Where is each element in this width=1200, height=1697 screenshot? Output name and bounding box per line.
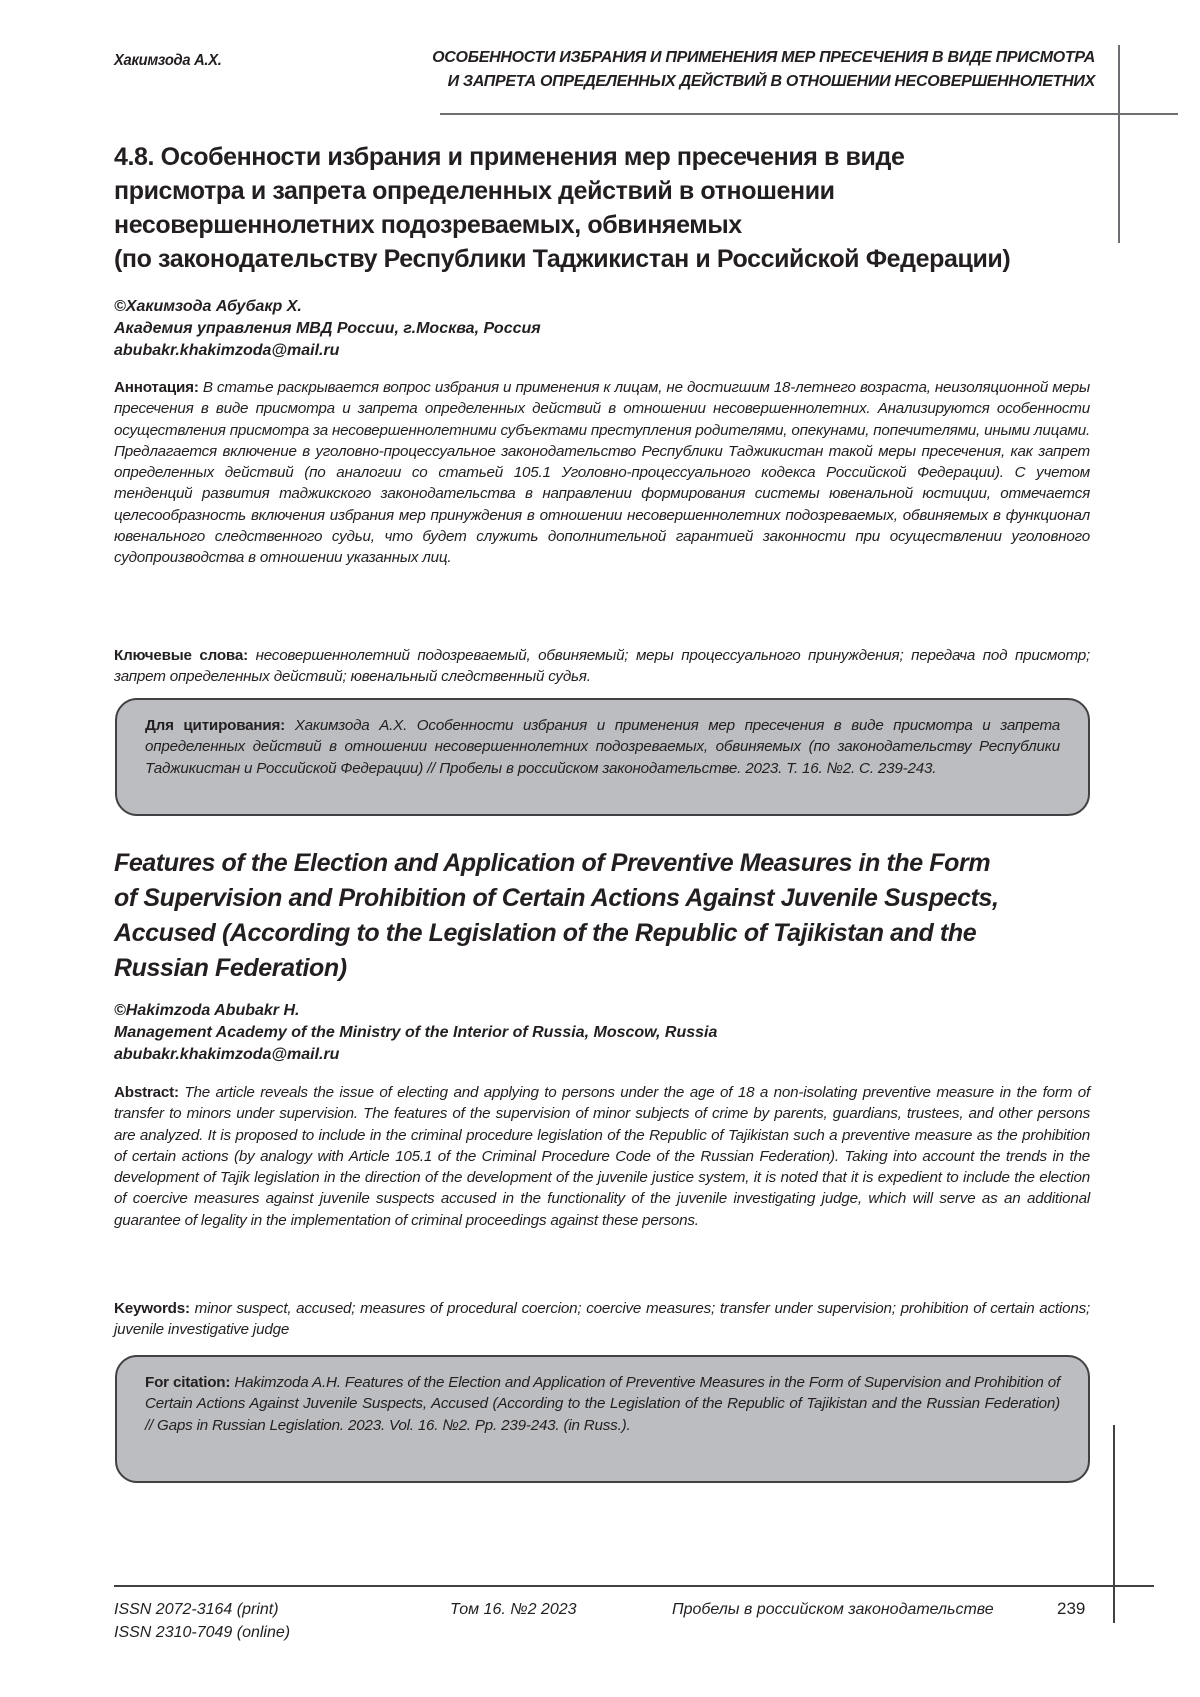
running-title-line: ОСОБЕННОСТИ ИЗБРАНИЯ И ПРИМЕНЕНИЯ МЕР ПРЕСЕЧЕНИЯ В ВИДЕ ПРИСМОТРА — [432, 49, 1095, 66]
abstract-en — [114, 1082, 1090, 1231]
citation-text: Hakimzoda A.H. Features of the Election and Application of Preventive Measures in the Form of Supervision and Prohibition of Certain Actions Against Juvenile Suspects, Accused (According to the Legislation of the Republic of Tajikistan and the Russian Federation) // Gaps in Russian Legislation. 2023. Vol. 16. №2. Pp. 239-243. (in Russ.). — [145, 1374, 1060, 1434]
author-name: ©Hakimzoda Abubakr H. — [114, 1002, 300, 1019]
running-title-line: И ЗАПРЕТА ОПРЕДЕЛЕННЫХ ДЕЙСТВИЙ В ОТНОШЕНИИ НЕСОВЕРШЕННОЛЕТНИХ — [447, 73, 1095, 90]
header-rule — [440, 113, 1178, 115]
author-name: ©Хакимзода Абубакр Х. — [114, 298, 302, 315]
citation-label: For citation: — [145, 1374, 231, 1391]
keywords-en — [114, 1298, 1090, 1341]
citation-ru — [145, 715, 1060, 779]
title-line: Accused (According to the Legislation of the Republic of Tajikistan and the — [114, 919, 977, 947]
author-email[interactable]: abubakr.khakimzoda@mail.ru — [114, 1046, 340, 1063]
article-title-en — [114, 846, 1114, 986]
issn-online: ISSN 2310-7049 (online) — [114, 1624, 291, 1641]
header-crop-mark — [1118, 45, 1120, 243]
title-line: несовершеннолетних подозреваемых, обвиняемых — [114, 211, 742, 239]
footer-rule — [114, 1585, 1154, 1587]
title-line: Russian Federation) — [114, 954, 347, 982]
volume-info: Том 16. №2 2023 — [450, 1601, 577, 1618]
abstract-label: Аннотация: — [114, 379, 199, 396]
title-line: 4.8. Особенности избрания и применения мер пресечения в виде — [114, 143, 905, 171]
issn-block — [114, 1598, 290, 1644]
abstract-ru — [114, 377, 1090, 569]
issn-print: ISSN 2072-3164 (print) — [114, 1601, 279, 1618]
keywords-text: несовершеннолетний подозреваемый, обвиняемый; меры процессуального принуждения; передача под присмотр; запрет определенных действий; ювенальный следственный судья. — [114, 647, 1090, 686]
journal-name: Пробелы в российском законодательстве — [672, 1601, 994, 1618]
title-line: Features of the Election and Application of Preventive Measures in the Form — [114, 849, 991, 877]
title-line: (по законодательству Республики Таджикистан и Российской Федерации) — [114, 245, 1011, 273]
author-email[interactable]: abubakr.khakimzoda@mail.ru — [114, 342, 340, 359]
citation-box-ru — [115, 698, 1090, 816]
running-title — [300, 46, 1095, 94]
abstract-label: Abstract: — [114, 1084, 179, 1101]
footer-crop-mark — [1113, 1425, 1115, 1623]
citation-en — [145, 1372, 1060, 1436]
article-title-ru — [114, 140, 1114, 276]
page-number: 239 — [1057, 1599, 1086, 1618]
keywords-text: minor suspect, accused; measures of procedural coercion; coercive measures; transfer under supervision; prohibition of certain actions; juvenile investigative judge — [114, 1300, 1090, 1339]
running-author: Хакимзода А.Х. — [114, 52, 222, 69]
keywords-label: Keywords: — [114, 1300, 190, 1317]
abstract-text: The article reveals the issue of electing and applying to persons under the age of 18 a non-isolating preventive measure in the form of transfer to minors under supervision. The features of the supervision of minor subjects of crime by parents, guardians, trustees, and other persons are analyzed. It is proposed to include in the criminal procedure legislation of the Republic of Tajikistan such a preventive measure as the prohibition of certain actions (by analogy with Article 105.1 of the Criminal Procedure Code of the Russian Federation). Taking into account the trends in the development of Tajik legislation in the direction of the development of the juvenile justice system, it is noted that it is expedient to include the election of coercive measures against juvenile suspects accused in the functionality of the juvenile investigating judge, which will serve as an additional guarantee of legality in the implementation of criminal proceedings against these persons. — [114, 1084, 1090, 1229]
citation-text: Хакимзода А.Х. Особенности избрания и применения мер пресечения в виде присмотра и запрета определенных действий в отношении несовершеннолетних подозреваемых, обвиняемых (по законодательству Республики Таджикистан и Российской Федерации) // Пробелы в российском законодательстве. 2023. Т. 16. №2. С. 239-243. — [145, 717, 1060, 777]
citation-box-en — [115, 1355, 1090, 1483]
title-line: of Supervision and Prohibition of Certain Actions Against Juvenile Suspects, — [114, 884, 999, 912]
abstract-text: В статье раскрывается вопрос избрания и применения к лицам, не достигшим 18-летнего возраста, неизоляционной меры пресечения в виде присмотра и запрета определенных действий в отношении несовершеннолетних. Анализируются особенности осуществления присмотра за несовершеннолетними субъектами преступления родителями, опекунами, попечителями, иными лицами. Предлагается включение в уголовно-процессуальное законодательство Республики Таджикистан такой меры пресечения, как запрет определенных действий (по аналогии со статьей 105.1 Уголовно-процессуального кодекса Российской Федерации). С учетом тенденций развития таджикского законодательства в направлении формирования системы ювенальной юстиции, отмечается целесообразность включения избрания мер принуждения в отношении несовершеннолетних подозреваемых, обвиняемых в функционал ювенального следственного судьи, что будет служить дополнительной гарантией законности при осуществлении уголовного судопроизводства в отношении указанных лиц. — [114, 379, 1090, 567]
title-line: присмотра и запрета определенных действий в отношении — [114, 177, 835, 205]
keywords-ru — [114, 645, 1090, 688]
author-block-ru — [114, 296, 541, 362]
citation-label: Для цитирования: — [145, 717, 286, 734]
author-affiliation: Management Academy of the Ministry of the Interior of Russia, Moscow, Russia — [114, 1024, 718, 1041]
author-block-en — [114, 1000, 717, 1066]
author-affiliation: Академия управления МВД России, г.Москва, Россия — [114, 320, 541, 337]
keywords-label: Ключевые слова: — [114, 647, 248, 664]
